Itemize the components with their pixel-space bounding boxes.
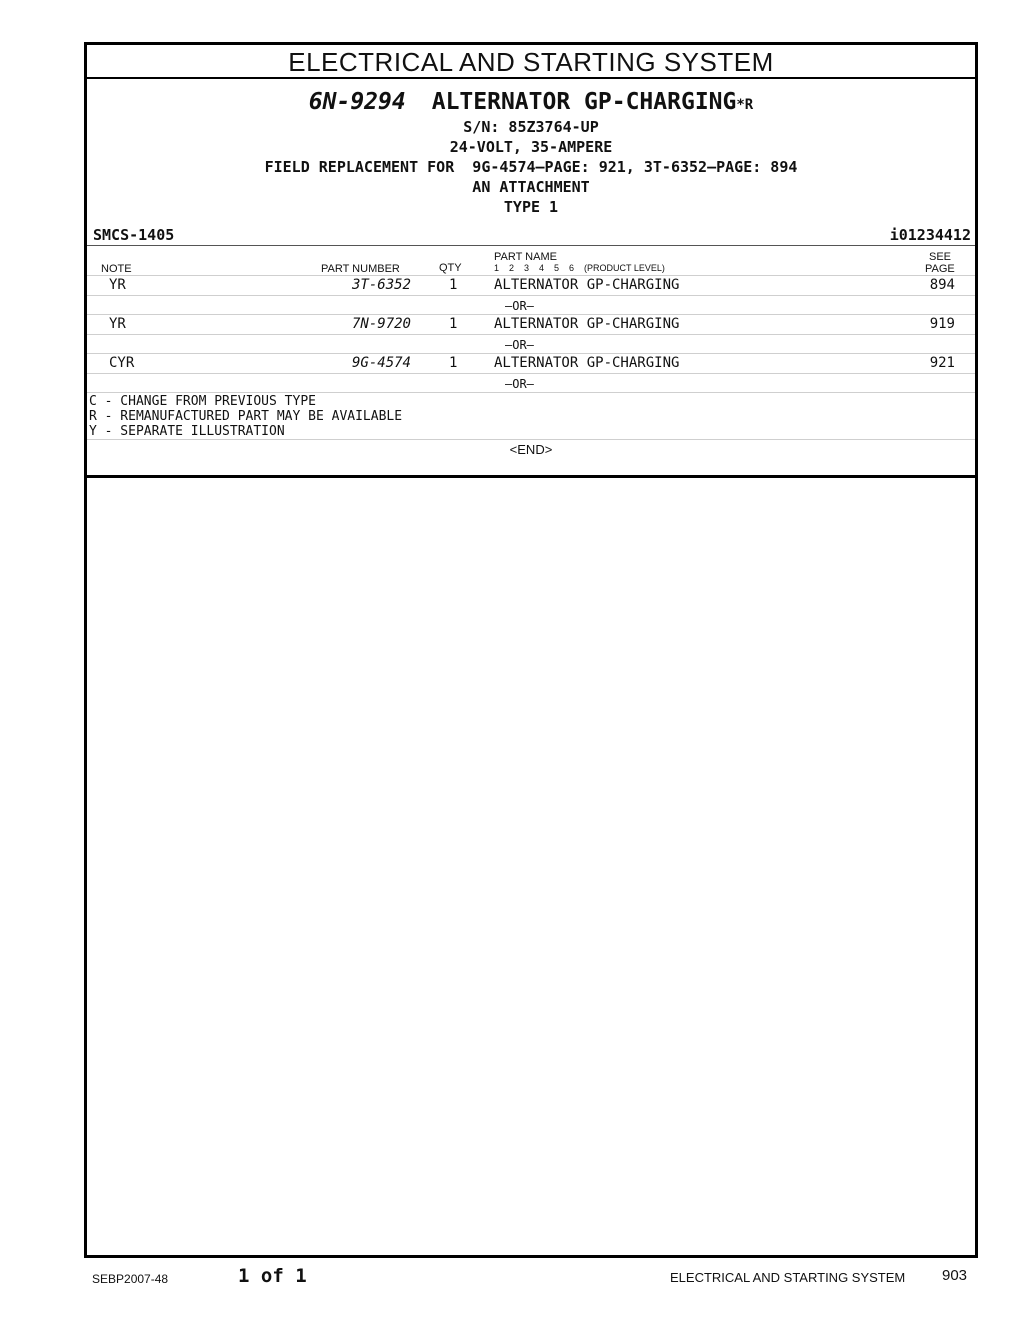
or-separator: —OR— <box>505 299 534 313</box>
col-qty: QTY <box>439 262 462 274</box>
row-divider <box>87 373 975 374</box>
row-qty: 1 <box>449 355 458 371</box>
group-part-number: 6N-9294 <box>308 89 406 115</box>
col-levels: 1 2 3 4 5 6 (PRODUCT LEVEL) <box>494 263 665 273</box>
field-replacement: FIELD REPLACEMENT FOR 9G-4574—PAGE: 921, 3T-6352—PAGE: 894 <box>264 158 798 176</box>
end-marker: <END> <box>509 442 553 457</box>
col-see: SEE <box>929 251 952 263</box>
row-divider <box>87 392 975 393</box>
row-note: YR <box>109 277 126 293</box>
row-divider <box>87 334 975 335</box>
row-note: YR <box>109 316 126 332</box>
footer-page-count: 1 of 1 <box>238 1265 307 1287</box>
row-see-page[interactable]: 921 <box>929 355 955 371</box>
illustration-id: i01234412 <box>889 226 971 244</box>
col-page: PAGE <box>925 263 955 275</box>
row-qty: 1 <box>449 316 458 332</box>
attachment: AN ATTACHMENT <box>472 178 590 196</box>
row-divider <box>87 353 975 354</box>
section-title: ELECTRICAL AND STARTING SYSTEM <box>87 45 975 79</box>
footer-page-number: 903 <box>942 1267 968 1284</box>
col-part-name: PART NAME <box>494 251 557 263</box>
row-divider <box>87 314 975 315</box>
note-c: C - CHANGE FROM PREVIOUS TYPE <box>89 394 316 409</box>
group-name: ALTERNATOR GP-CHARGING <box>431 89 737 115</box>
row-part-name[interactable]: ALTERNATOR GP-CHARGING <box>494 316 680 332</box>
row-part-name[interactable]: ALTERNATOR GP-CHARGING <box>494 277 680 293</box>
serial-number: S/N: 85Z3764-UP <box>463 118 599 136</box>
or-separator: —OR— <box>505 338 534 352</box>
content-bottom-rule <box>87 475 975 478</box>
col-part-number: PART NUMBER <box>321 263 400 275</box>
row-qty: 1 <box>449 277 458 293</box>
rating: 24-VOLT, 35-AMPERE <box>449 138 613 156</box>
type: TYPE 1 <box>503 198 559 216</box>
row-divider <box>87 295 975 296</box>
row-part-number: 7N-9720 <box>351 316 411 332</box>
row-note: CYR <box>109 355 135 371</box>
group-suffix: *R <box>736 97 754 113</box>
col-note: NOTE <box>101 263 132 275</box>
row-see-page[interactable]: 919 <box>929 316 955 332</box>
group-heading <box>87 89 975 115</box>
row-see-page[interactable]: 894 <box>929 277 955 293</box>
row-part-number: 3T-6352 <box>351 277 411 293</box>
row-part-name[interactable]: ALTERNATOR GP-CHARGING <box>494 355 680 371</box>
row-divider <box>87 275 975 276</box>
row-divider <box>87 439 975 440</box>
smcs-code: SMCS-1405 <box>93 226 175 244</box>
note-r: R - REMANUFACTURED PART MAY BE AVAILABLE <box>89 409 403 424</box>
page-frame <box>84 42 978 1258</box>
or-separator: —OR— <box>505 377 534 391</box>
header-divider <box>87 245 975 246</box>
footer-section: ELECTRICAL AND STARTING SYSTEM <box>670 1270 906 1285</box>
row-part-number: 9G-4574 <box>351 355 411 371</box>
footer-doc-id: SEBP2007-48 <box>92 1272 169 1286</box>
note-y: Y - SEPARATE ILLUSTRATION <box>89 424 285 439</box>
